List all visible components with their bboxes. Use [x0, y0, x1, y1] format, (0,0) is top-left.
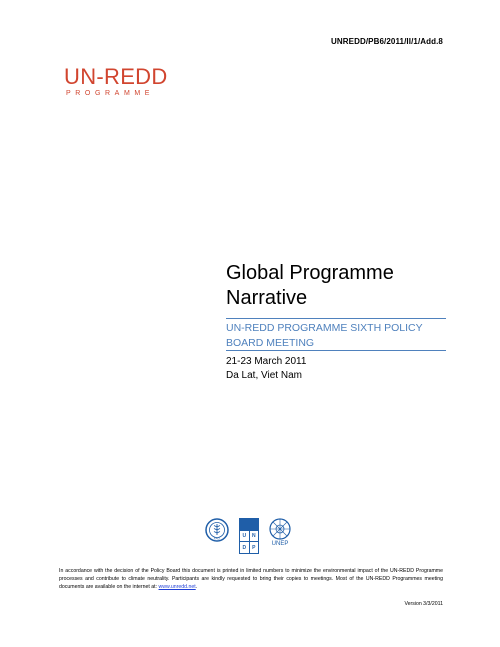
undp-letter: P: [250, 542, 259, 553]
logo-main-text: UN-REDD: [64, 64, 168, 89]
title-divider: [226, 318, 446, 319]
un-redd-logo: [64, 66, 168, 97]
environmental-notice: [59, 567, 443, 591]
document-title: [226, 261, 476, 311]
meeting-date: 21-23 March 2011: [226, 356, 307, 367]
fao-label: FAO: [213, 536, 221, 541]
unep-logo-icon: [269, 518, 291, 540]
version-label: Version 3/3/2011: [404, 601, 443, 607]
notice-text: In accordance with the decision of the Policy Board this document is printed in limited numbers to minimize the environmental impact of the UN-REDD Programme processes and contribute to climate neutrality. Participants are kindly requested to bring their copies to meetings. Most of the UN-REDD Programmes meeting documents are available on the internet at:: [59, 568, 443, 590]
fao-emblem-icon: [205, 518, 229, 542]
notice-period: .: [195, 584, 198, 590]
title-line-1: Global Programme: [226, 262, 394, 284]
undp-emblem-cell: [240, 519, 249, 530]
undp-letter: N: [250, 531, 259, 542]
subtitle-divider: [226, 350, 446, 351]
unredd-website-link[interactable]: www.unredd.net: [158, 584, 196, 590]
logo-sub-text: PROGRAMME: [66, 90, 155, 97]
undp-letter: D: [240, 542, 249, 553]
unep-logo: [269, 518, 291, 547]
meeting-name-line-2: BOARD MEETING: [226, 337, 315, 349]
meeting-name-line-1: UN-REDD PROGRAMME SIXTH POLICY: [226, 322, 423, 334]
meeting-location: Da Lat, Viet Nam: [226, 370, 302, 381]
undp-letter: U: [240, 531, 249, 542]
document-reference: UNREDD/PB6/2011/II/1/Add.8: [331, 37, 443, 46]
partner-logos: [205, 518, 291, 554]
meeting-name: [226, 321, 451, 351]
title-line-2: Narrative: [226, 287, 308, 309]
undp-logo-icon: [239, 518, 259, 554]
undp-emblem-cell: [250, 519, 259, 530]
unep-label: UNEP: [271, 541, 289, 547]
